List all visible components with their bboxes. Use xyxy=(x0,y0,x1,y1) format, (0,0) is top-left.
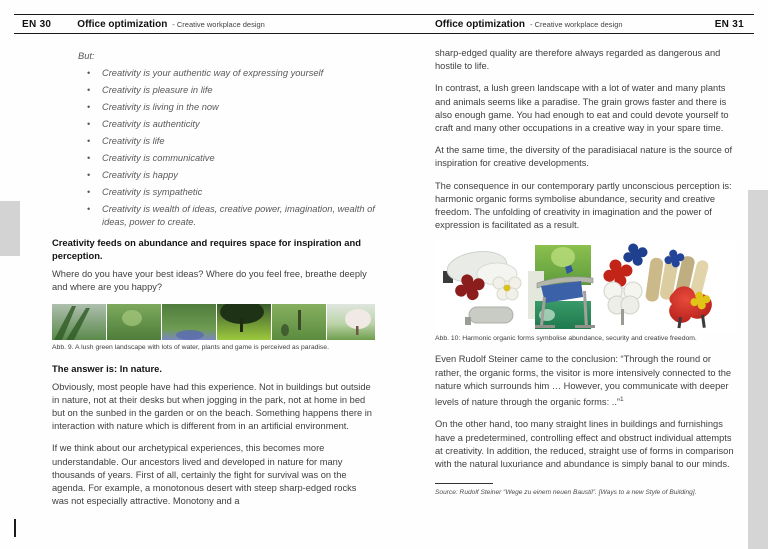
bullet-item: • Creativity is living in the now xyxy=(100,101,375,114)
paragraph: If we think about our archetypical experiences, this becomes more understandable. Our ancestors lived and developed in nature for many thousands of years. First of all, certainly the fight for survival was on the agenda. For example, a monotonous desert with steep sharp-edged rocks was not especially attractive. Monotony and a xyxy=(52,443,357,507)
list-intro: But: xyxy=(78,51,95,61)
chapter-subtitle-right: - Creative workplace design xyxy=(530,19,623,29)
bullet-item: • Creativity is authenticity xyxy=(100,118,375,131)
paragraph: On the other hand, too many straight lines in buildings and furnishings have a predetermined, controlling effect and obstruct individual attempts at creativity. In addition, the reduced, straight use of forms in comparison with the natural luxuriance and abundance is simply banal to our minds. xyxy=(435,419,734,469)
chapter-title-right: Office optimization xyxy=(435,18,525,30)
chapter-subtitle-left: - Creative workplace design xyxy=(172,19,265,29)
header-right xyxy=(384,15,754,33)
paragraph: At the same time, the diversity of the paradisiacal nature is the source of inspiration for creative developments. xyxy=(435,145,733,169)
bullet-item: • Creativity is life xyxy=(100,135,375,148)
right-page-column xyxy=(435,47,735,480)
page-corner-mark xyxy=(14,519,16,537)
figure-caption-abb10: Abb. 10: Harmonic organic forms symbolise abundance, security and creative freedom. xyxy=(435,335,697,343)
section-heading-answer: The answer is: In nature. xyxy=(52,362,162,374)
footnote-text: Source: Rudolf Steiner “Wege zu einem neuen Baustil”. [Ways to a new Style of Building]. xyxy=(435,489,697,496)
bullet-item: • Creativity is communicative xyxy=(100,152,375,165)
creativity-bullet-list xyxy=(100,67,375,228)
footnote-ref: 1 xyxy=(620,396,624,404)
paragraph-quote xyxy=(435,353,735,409)
left-page-column xyxy=(52,50,375,517)
page-number-right: EN 31 xyxy=(714,18,744,30)
page-header xyxy=(14,14,754,34)
bullet-item: • Creativity is happy xyxy=(100,169,375,182)
section-heading-abundance: Creativity feeds on abundance and requires space for inspiration and perception. xyxy=(52,237,361,262)
footnote-rule xyxy=(435,483,493,484)
chapter-title-left: Office optimization xyxy=(77,18,168,30)
landscape-photo-strip xyxy=(52,304,375,340)
paragraph: The consequence in our contemporary partly unconscious perception is: harmonic organic forms symbolise abundance, security and creative freedom. The unfolding of creativity in imagination and the power of expression is facilitated as a result. xyxy=(435,180,732,231)
paragraph: Where do you have your best ideas? Where do you feel free, breathe deeply and where are you happy? xyxy=(52,269,367,293)
footnote-block xyxy=(435,483,735,497)
bullet-item: • Creativity is sympathetic xyxy=(100,186,375,199)
header-left xyxy=(14,15,384,33)
pebble-form xyxy=(469,307,513,323)
page-edge-tab-left xyxy=(0,201,20,256)
figure-landscape xyxy=(52,304,375,352)
paragraph: sharp-edged quality are therefore always regarded as dangerous and hostile to life. xyxy=(435,48,721,72)
steiner-quote: Even Rudolf Steiner came to the conclusion: “Through the round or rather, the organic forms, the visitor is more intensively connected to the nature which surrounds him … However, you communicate with deeper levels of nature through the organic forms: ..” xyxy=(435,354,732,408)
paragraph: Obviously, most people have had this experience. Not in buildings but outside in nature, not at their desks but when jogging in the park, not at home in bed but on the sunbed in the garden or on the beach. Something happens there in interaction with nature which is different from in an artificial environment. xyxy=(52,381,372,432)
paragraph: In contrast, a lush green landscape with a lot of water and many plants and animals seems like a paradise. The grain grows faster and there is also enough game. You had enough to eat and could devote yourself to craft and many other occupations in a creative way in your spare time. xyxy=(435,83,729,134)
organic-forms-collage xyxy=(435,241,735,331)
page-edge-tab-right xyxy=(748,190,768,549)
bullet-item: • Creativity is your authentic way of expressing yourself xyxy=(100,67,375,80)
figure-caption-abb9: Abb. 9. A lush green landscape with lots of water, plants and game is perceived as paradise. xyxy=(52,343,329,351)
bullet-item: • Creativity is pleasure in life xyxy=(100,84,375,97)
page-number-left: EN 30 xyxy=(22,18,52,30)
figure-organic-forms xyxy=(435,241,735,343)
bullet-item: • Creativity is wealth of ideas, creative power, imagination, wealth of ideas, power to create. xyxy=(100,203,375,228)
